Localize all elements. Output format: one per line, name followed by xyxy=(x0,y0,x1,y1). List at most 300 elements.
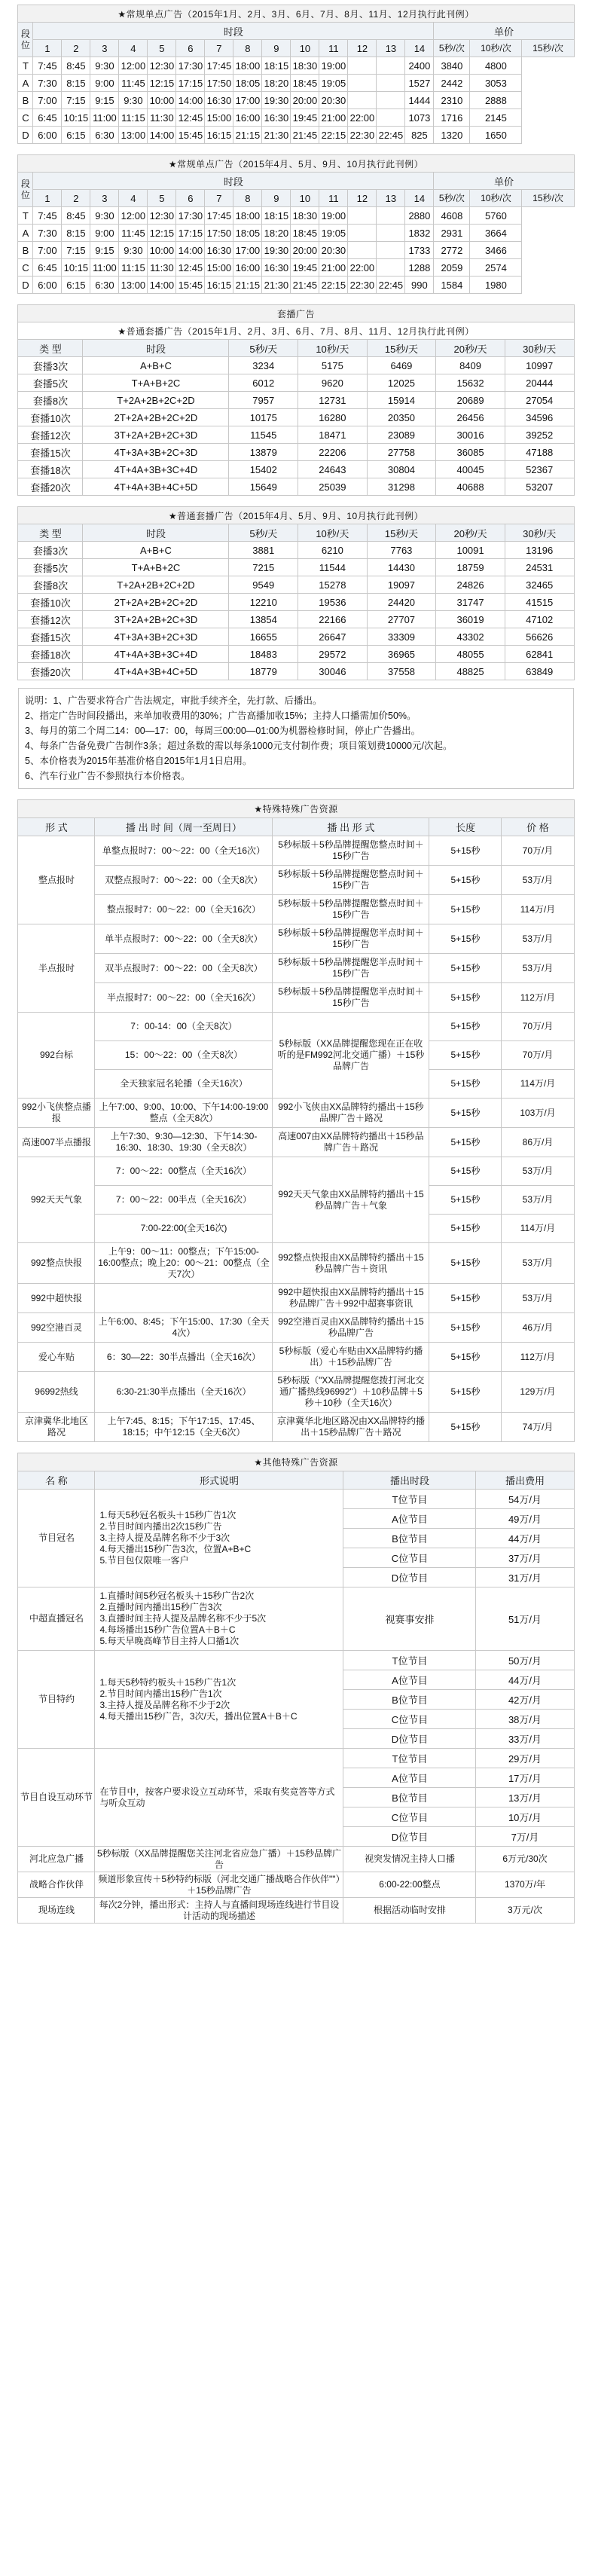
table-cell: 114万/月 xyxy=(502,1215,574,1243)
table-cell: 34596 xyxy=(505,409,574,426)
table-cell: C位节目 xyxy=(343,1710,476,1729)
table-row xyxy=(18,259,574,277)
table-cell: 3053 xyxy=(470,75,522,92)
table-cell xyxy=(377,109,405,127)
table-cell: 1980 xyxy=(470,277,522,294)
table-cell: 112万/月 xyxy=(502,1343,574,1372)
table-cell: 15632 xyxy=(436,374,505,392)
row-label: 中超直播冠名 xyxy=(18,1587,95,1651)
column-header: 类 型 xyxy=(18,340,83,357)
table-cell: 21:15 xyxy=(233,127,262,144)
table-cell: 7：00～22：00整点（全天16次） xyxy=(95,1157,273,1186)
column-header: 7 xyxy=(205,190,233,207)
table-cell: 70万/月 xyxy=(502,1013,574,1041)
table-cell: 9549 xyxy=(229,576,298,594)
table-cell: 11:15 xyxy=(119,109,148,127)
table-cell: 6:45 xyxy=(33,259,62,277)
table-cell: 6:15 xyxy=(62,127,90,144)
table-cell: 21:00 xyxy=(319,259,348,277)
row-label: D xyxy=(18,277,33,294)
row-label: 爱心车贴 xyxy=(18,1343,95,1372)
table-cell xyxy=(377,259,405,277)
table-cell: 26456 xyxy=(436,409,505,426)
table-cell: 15：00～22：00（全天8次） xyxy=(95,1041,273,1070)
row-label: C xyxy=(18,259,33,277)
column-header: 10秒/天 xyxy=(298,524,368,542)
table-row xyxy=(18,109,574,127)
table-cell: 2400 xyxy=(405,57,434,75)
table-row xyxy=(18,92,574,109)
table-cell: 14430 xyxy=(367,559,436,576)
table-cell: 16:15 xyxy=(205,127,233,144)
table-cell: 39252 xyxy=(505,426,574,444)
table-row xyxy=(18,426,574,444)
table-cell: 44万/月 xyxy=(476,1529,574,1548)
table-cell: 12:00 xyxy=(119,207,148,225)
table-cell: 22:15 xyxy=(319,127,348,144)
row-label: 节目特约 xyxy=(18,1651,95,1749)
table-row xyxy=(18,461,574,478)
table-cell: 10:15 xyxy=(62,109,90,127)
table-cell: 5+15秒 xyxy=(429,1099,502,1128)
header-shiduan: 时段 xyxy=(33,173,434,190)
table-cell: 7:30 xyxy=(33,75,62,92)
table-cell: 36085 xyxy=(436,444,505,461)
table-cell: 13:00 xyxy=(119,277,148,294)
table-cell: 18:00 xyxy=(233,57,262,75)
table-row xyxy=(18,576,574,594)
table-cell: 全天独家冠名轮播（全天16次） xyxy=(95,1070,273,1099)
table-cell: 17:45 xyxy=(205,207,233,225)
table-special-resources xyxy=(17,799,574,1442)
row-label: D xyxy=(18,127,33,144)
table-cell: T位节目 xyxy=(343,1490,476,1509)
column-header: 2 xyxy=(62,190,90,207)
table-cell: 11:00 xyxy=(90,109,119,127)
table-cell: 18:45 xyxy=(291,225,319,242)
table-row xyxy=(18,1013,574,1041)
table-cell: 7:30 xyxy=(33,225,62,242)
row-label: 套播18次 xyxy=(18,646,83,663)
table-cell: 6210 xyxy=(298,542,368,559)
table-cell: 23089 xyxy=(367,426,436,444)
table-cell: 视赛事安排 xyxy=(343,1587,476,1651)
table-cell: 2442 xyxy=(434,75,470,92)
table-other-resources xyxy=(17,1453,574,1924)
table-cell: 7:45 xyxy=(33,207,62,225)
table-cell: 62841 xyxy=(505,646,574,663)
table-cell: 4T+4A+3B+3C+4D xyxy=(83,646,229,663)
column-header: 13 xyxy=(377,190,405,207)
notes-block xyxy=(18,688,574,789)
table-row xyxy=(18,374,574,392)
table-cell: 5+15秒 xyxy=(429,1013,502,1041)
table-cell: 24643 xyxy=(298,461,368,478)
table-cell: 2772 xyxy=(434,242,470,259)
table-cell: 103万/月 xyxy=(502,1099,574,1128)
table-cell: 1584 xyxy=(434,277,470,294)
table-cell: 半点报时7：00～22：00（全天16次） xyxy=(95,983,273,1013)
table-cell: T位节目 xyxy=(343,1651,476,1670)
column-header: 15秒/天 xyxy=(367,524,436,542)
table-cell: 1716 xyxy=(434,109,470,127)
table-cell: 双半点报时7：00～22：00（全天8次） xyxy=(95,954,273,983)
column-header: 播 出 时 间（周一至周日） xyxy=(95,818,273,836)
row-label: 套播15次 xyxy=(18,444,83,461)
table-cell: 7763 xyxy=(367,542,436,559)
table-cell: 9:30 xyxy=(90,57,119,75)
table-cell: 53万/月 xyxy=(502,924,574,954)
column-header: 30秒/天 xyxy=(505,524,574,542)
table-cell: C位节目 xyxy=(343,1548,476,1568)
row-label: C xyxy=(18,109,33,127)
row-label: B xyxy=(18,242,33,259)
table-cell: 7:15 xyxy=(62,92,90,109)
table-cell: C位节目 xyxy=(343,1807,476,1827)
table-cell: 31298 xyxy=(367,478,436,496)
table-cell: 40688 xyxy=(436,478,505,496)
table-cell: 5+15秒 xyxy=(429,1041,502,1070)
table-cell: 17:15 xyxy=(176,225,205,242)
table-cell: 40045 xyxy=(436,461,505,478)
table-cell: 18:30 xyxy=(291,207,319,225)
table-cell: 2888 xyxy=(470,92,522,109)
table-cell: 42万/月 xyxy=(476,1690,574,1710)
column-header: 6 xyxy=(176,190,205,207)
row-label: 96992热线 xyxy=(18,1372,95,1413)
table-cell: 5秒标版（XX品牌提醒您关注河北省应急广播）＋15秒品牌广告 xyxy=(95,1847,343,1872)
table-cell: 15649 xyxy=(229,478,298,496)
row-label: 套播5次 xyxy=(18,559,83,576)
column-header: 10 xyxy=(291,190,319,207)
table-cell: 根据活动临时安排 xyxy=(343,1898,476,1924)
row-label: B xyxy=(18,92,33,109)
column-header: 9 xyxy=(262,40,291,57)
table-cell: 13879 xyxy=(229,444,298,461)
table-row xyxy=(18,1587,574,1651)
table-row xyxy=(18,277,574,294)
table-cell: 44万/月 xyxy=(476,1670,574,1690)
table-cell: 5秒标版＋5秒品牌提醒您整点时间＋15秒广告 xyxy=(273,836,429,866)
table-cell: 5秒标版＋5秒品牌提醒您半点时间＋15秒广告 xyxy=(273,983,429,1013)
table-cell: 10:00 xyxy=(148,92,176,109)
table-cell: 37万/月 xyxy=(476,1548,574,1568)
table-cell: 70万/月 xyxy=(502,1041,574,1070)
table-row xyxy=(18,594,574,611)
table-cell: 825 xyxy=(405,127,434,144)
column-header: 8 xyxy=(233,190,262,207)
column-header: 时段 xyxy=(83,524,229,542)
table-cell: 1527 xyxy=(405,75,434,92)
table-row xyxy=(18,628,574,646)
table-cell: 6:15 xyxy=(62,277,90,294)
table-row xyxy=(18,895,574,924)
table-cell: 8:15 xyxy=(62,225,90,242)
column-header: 名 称 xyxy=(18,1471,95,1490)
table-cell: 54万/月 xyxy=(476,1490,574,1509)
table-cell: 7:00 xyxy=(33,242,62,259)
table-row xyxy=(18,866,574,895)
column-header: 播出时段 xyxy=(343,1471,476,1490)
table-cell: 2T+2A+2B+2C+2D xyxy=(83,409,229,426)
table-cell: 上午6:00、8:45；下午15:00、17:30（全天4次） xyxy=(95,1313,273,1343)
table-row xyxy=(18,127,574,144)
table-cell: 20:00 xyxy=(291,92,319,109)
table-cell: 19536 xyxy=(298,594,368,611)
row-label: T xyxy=(18,57,33,75)
row-label: 高速007半点播报 xyxy=(18,1128,95,1157)
table-cell: 17:45 xyxy=(205,57,233,75)
column-header: 5 xyxy=(148,190,176,207)
table-cell: 32465 xyxy=(505,576,574,594)
row-label: 992台标 xyxy=(18,1013,95,1099)
table-cell: 74万/月 xyxy=(502,1413,574,1442)
table-cell: 3T+2A+2B+2C+3D xyxy=(83,611,229,628)
table-cell xyxy=(348,225,377,242)
table-cell: 16:00 xyxy=(233,259,262,277)
table-cell: 上午7:30、9:30—12:30、下午14:30-16:30、18:30、19:30（全天8次） xyxy=(95,1128,273,1157)
table-cell: 29万/月 xyxy=(476,1749,574,1768)
table-cell: 10万/月 xyxy=(476,1807,574,1827)
table-cell: 18483 xyxy=(229,646,298,663)
table-cell: 16:30 xyxy=(262,259,291,277)
table-cell: 13196 xyxy=(505,542,574,559)
table-cell: 上午7:00、9:00、10:00、下午14:00-19:00整点（全天8次） xyxy=(95,1099,273,1128)
table-cell: 990 xyxy=(405,277,434,294)
table-cell: T+2A+2B+2C+2D xyxy=(83,576,229,594)
table-row xyxy=(18,75,574,92)
table-cell: 18779 xyxy=(229,663,298,680)
table-cell: 上午9：00～11：00整点；下午15:00-16:00整点；晚上20：00～21：00整点（全天7次） xyxy=(95,1243,273,1284)
table-cell: 整点报时7：00～22：00（全天16次） xyxy=(95,895,273,924)
table-row xyxy=(18,1372,574,1413)
table-cell xyxy=(348,207,377,225)
table-cell: 22206 xyxy=(298,444,368,461)
column-header: 15秒/天 xyxy=(367,340,436,357)
table-row xyxy=(18,478,574,496)
table-cell: 17:50 xyxy=(205,225,233,242)
table-cell: 21:30 xyxy=(262,277,291,294)
table-cell: 16:30 xyxy=(205,92,233,109)
table-cell: 18:15 xyxy=(262,207,291,225)
table-row xyxy=(18,444,574,461)
table-cell: 36019 xyxy=(436,611,505,628)
table-cell: 16:30 xyxy=(205,242,233,259)
section-title: 套播广告 xyxy=(18,305,574,322)
table-cell: 16655 xyxy=(229,628,298,646)
table-cell: 21:45 xyxy=(291,277,319,294)
table-cell: 12:15 xyxy=(148,75,176,92)
table-cell: 17:50 xyxy=(205,75,233,92)
table-cell: T位节目 xyxy=(343,1749,476,1768)
table-cell: 992整点快报由XX品牌特约播出＋15秒品牌广告＋资讯 xyxy=(273,1243,429,1284)
table-cell: 6:30 xyxy=(90,127,119,144)
table-cell: A位节目 xyxy=(343,1768,476,1788)
table-cell: 7万/月 xyxy=(476,1827,574,1847)
table-cell: 5+15秒 xyxy=(429,1343,502,1372)
table-cell xyxy=(377,225,405,242)
table-cell: 13854 xyxy=(229,611,298,628)
table-cell: 10997 xyxy=(505,357,574,374)
table-cell: 17:00 xyxy=(233,92,262,109)
table-cell: 7：00～22：00半点（全天16次） xyxy=(95,1186,273,1215)
table-cell xyxy=(348,242,377,259)
table-cell: 18:05 xyxy=(233,225,262,242)
table-row xyxy=(18,542,574,559)
table-cell: 2145 xyxy=(470,109,522,127)
column-header: 4 xyxy=(119,190,148,207)
table-cell: 16:00 xyxy=(233,109,262,127)
table-cell: 5秒标版＋5秒品牌提醒您整点时间＋15秒广告 xyxy=(273,866,429,895)
table-row xyxy=(18,1099,574,1128)
table-cell: 6:30 xyxy=(90,277,119,294)
table-cell: D位节目 xyxy=(343,1729,476,1749)
table-row xyxy=(18,1749,574,1768)
table-cell xyxy=(95,1284,273,1313)
table-cell: 30046 xyxy=(298,663,368,680)
table-cell: 5秒标版（XX品牌提醒您现在正在收听的是FM992河北交通广播）＋15秒品牌广告 xyxy=(273,1013,429,1099)
note-line: 4、每条广告备免费广告制作3条；超过条数的需以每条1000元支付制作费；项目策划费10000元/次起。 xyxy=(25,741,453,751)
table-cell: 12:30 xyxy=(148,57,176,75)
column-header: 15秒/次 xyxy=(522,40,574,57)
table-cell: 12731 xyxy=(298,392,368,409)
table-cell: 53万/月 xyxy=(502,1243,574,1284)
table-row xyxy=(18,1490,574,1509)
table-cell: 5+15秒 xyxy=(429,895,502,924)
column-header: 时段 xyxy=(83,340,229,357)
table-cell: 992中超快报由XX品牌特约播出＋15秒品牌广告＋992中超赛事资讯 xyxy=(273,1284,429,1313)
table-cell: A位节目 xyxy=(343,1670,476,1690)
row-label: A xyxy=(18,225,33,242)
table-cell: 47188 xyxy=(505,444,574,461)
table-cell: 24531 xyxy=(505,559,574,576)
table-cell: 13:00 xyxy=(119,127,148,144)
table-row xyxy=(18,392,574,409)
table-row xyxy=(18,954,574,983)
table-cell: 29572 xyxy=(298,646,368,663)
row-label: 整点报时 xyxy=(18,836,95,924)
table-cell: 22:30 xyxy=(348,277,377,294)
table-cell xyxy=(348,57,377,75)
table-cell: 25039 xyxy=(298,478,368,496)
header-danjia: 单价 xyxy=(434,23,574,40)
table-cell: 53万/月 xyxy=(502,866,574,895)
column-header: 10秒/天 xyxy=(298,340,368,357)
table-cell: 11545 xyxy=(229,426,298,444)
table-cell: 53万/月 xyxy=(502,1186,574,1215)
column-header: 5秒/天 xyxy=(229,524,298,542)
table-cell: B位节目 xyxy=(343,1788,476,1807)
table-cell xyxy=(377,57,405,75)
table-cell: 56626 xyxy=(505,628,574,646)
table-cell: B位节目 xyxy=(343,1529,476,1548)
table-cell: 19:00 xyxy=(319,57,348,75)
table-cell: 1.每天5秒特约板头＋15秒广告1次 2.节目时间内播出15秒广告1次 3.主持人提及品牌名称不少于2次 4.每天播出15秒广告，3次/天，播出位置A＋B＋C xyxy=(95,1651,343,1749)
row-label: 套播8次 xyxy=(18,576,83,594)
table-cell: 15402 xyxy=(229,461,298,478)
table-cell: 5+15秒 xyxy=(429,983,502,1013)
table-cell: 7：00-14：00（全天8次） xyxy=(95,1013,273,1041)
table-cell: 16:30 xyxy=(262,109,291,127)
table-cell: 21:15 xyxy=(233,277,262,294)
table-cell: 10:15 xyxy=(62,259,90,277)
table-cell: 14:00 xyxy=(176,242,205,259)
table-cell: 22:00 xyxy=(348,259,377,277)
table-cell: 15:45 xyxy=(176,127,205,144)
row-label: 河北应急广播 xyxy=(18,1847,95,1872)
table-cell: 5+15秒 xyxy=(429,1186,502,1215)
table-cell: 5+15秒 xyxy=(429,1313,502,1343)
table-cell: 9:30 xyxy=(119,92,148,109)
table-row xyxy=(18,1898,574,1924)
table-cell: 京津冀华北地区路况由XX品牌特约播出＋15秒品牌广告＋路况 xyxy=(273,1413,429,1442)
table-title: ★普通套播广告（2015年1月、2月、3月、6月、7月、8月、11月、12月执行此刊例） xyxy=(18,322,574,340)
table-cell: 5秒标版（"XX品牌提醒您拨打河北交通广播热线96992"）＋10秒品牌＋5秒＋10秒（全天16次） xyxy=(273,1372,429,1413)
table-cell: 4T+4A+3B+3C+4D xyxy=(83,461,229,478)
table-cell: 6:45 xyxy=(33,109,62,127)
table-cell: 3840 xyxy=(434,57,470,75)
table-cell: 4T+3A+3B+2C+3D xyxy=(83,444,229,461)
table-cell: 5+15秒 xyxy=(429,1070,502,1099)
table-cell: 70万/月 xyxy=(502,836,574,866)
table-cell: 36965 xyxy=(367,646,436,663)
table-cell: 11:15 xyxy=(119,259,148,277)
table-cell: 12:45 xyxy=(176,259,205,277)
table-cell: 12:45 xyxy=(176,109,205,127)
table-cell: 5+15秒 xyxy=(429,1284,502,1313)
table-cell: 6:00 xyxy=(33,127,62,144)
table-cell: 50万/月 xyxy=(476,1651,574,1670)
header-duan: 段位 xyxy=(18,173,33,207)
table-cell xyxy=(348,92,377,109)
table-cell: 20:00 xyxy=(291,242,319,259)
table-cell: 992天天气象由XX品牌特约播出＋15秒品牌广告＋气象 xyxy=(273,1157,429,1243)
table-cell: 9:15 xyxy=(90,242,119,259)
table-cell: A+B+C xyxy=(83,357,229,374)
table-cell: 6012 xyxy=(229,374,298,392)
row-label: 套播12次 xyxy=(18,426,83,444)
row-label: 节目冠名 xyxy=(18,1490,95,1587)
table-cell: 53万/月 xyxy=(502,1157,574,1186)
table-cell: 高速007由XX品牌特约播出＋15秒品牌广告＋路况 xyxy=(273,1128,429,1157)
table-cell: 33万/月 xyxy=(476,1729,574,1749)
table-cell: D位节目 xyxy=(343,1827,476,1847)
column-header: 3 xyxy=(90,40,119,57)
table-cell: 12:15 xyxy=(148,225,176,242)
table-cell: 10091 xyxy=(436,542,505,559)
table-cell: 22:45 xyxy=(377,127,405,144)
table-cell: 1370万/年 xyxy=(476,1872,574,1898)
table-cell: 视突发情况主持人口播 xyxy=(343,1847,476,1872)
table-row xyxy=(18,1243,574,1284)
table-cell: T+A+B+2C xyxy=(83,559,229,576)
table-cell: 2059 xyxy=(434,259,470,277)
table-cell: 7:15 xyxy=(62,242,90,259)
column-header: 30秒/天 xyxy=(505,340,574,357)
table-cell: 3466 xyxy=(470,242,522,259)
table-row xyxy=(18,1284,574,1313)
table-cell: 2574 xyxy=(470,259,522,277)
table-cell: 7:00-22:00(全天16次) xyxy=(95,1215,273,1243)
table-cell: 在节目中，按客户要求设立互动环节，采取有奖竞答等方式与听众互动 xyxy=(95,1749,343,1847)
row-label: 套播10次 xyxy=(18,594,83,611)
table-cell: 18:30 xyxy=(291,57,319,75)
table-row xyxy=(18,611,574,628)
row-label: 套播5次 xyxy=(18,374,83,392)
table-row xyxy=(18,409,574,426)
table-cell: 20444 xyxy=(505,374,574,392)
table-cell: 11:45 xyxy=(119,225,148,242)
